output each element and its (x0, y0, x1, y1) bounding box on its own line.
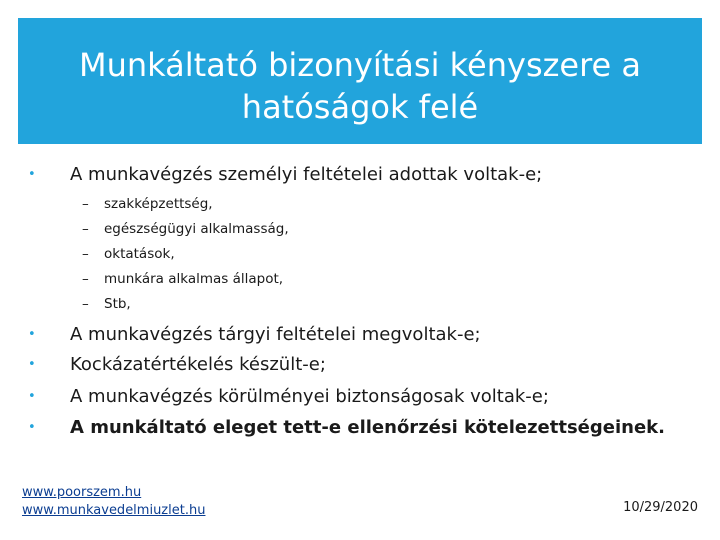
footer-links (22, 484, 205, 520)
slide-title-line-2: hatóságok felé (241, 88, 479, 126)
sub-item-text: Stb, (104, 296, 131, 312)
dash-marker: – (82, 246, 89, 262)
link-poorszem[interactable]: www.poorszem.hu (22, 485, 142, 500)
bullet-marker: • (28, 389, 36, 404)
link-munkavedelmiuzlet[interactable]: www.munkavedelmiuzlet.hu (22, 503, 206, 518)
bullet-marker: • (28, 327, 36, 342)
bullet-marker: • (28, 357, 36, 372)
sub-item-text: egészségügyi alkalmasság, (104, 221, 289, 237)
bullet-text: A munkavégzés személyi feltételei adottak voltak-e; (70, 164, 543, 185)
dash-marker: – (82, 271, 89, 287)
slide-title (18, 44, 702, 128)
bullet-text: A munkáltató eleget tett-e ellenőrzési kötelezettségeinek. (70, 417, 665, 438)
sub-item-text: oktatások, (104, 246, 175, 262)
bullet-marker: • (28, 420, 36, 435)
bullet-text: Kockázatértékelés készült-e; (70, 354, 326, 375)
sub-item-text: szakképzettség, (104, 196, 213, 212)
dash-marker: – (82, 296, 89, 312)
sub-item-text: munkára alkalmas állapot, (104, 271, 284, 287)
slide-title-line-1: Munkáltató bizonyítási kényszere a (78, 46, 642, 84)
dash-marker: – (82, 196, 89, 212)
bullet-text: A munkavégzés tárgyi feltételei megvoltak-e; (70, 324, 481, 345)
bullet-marker: • (28, 167, 36, 182)
bullet-text: A munkavégzés körülményei biztonságosak voltak-e; (70, 386, 549, 407)
dash-marker: – (82, 221, 89, 237)
slide-date: 10/29/2020 (623, 500, 698, 515)
